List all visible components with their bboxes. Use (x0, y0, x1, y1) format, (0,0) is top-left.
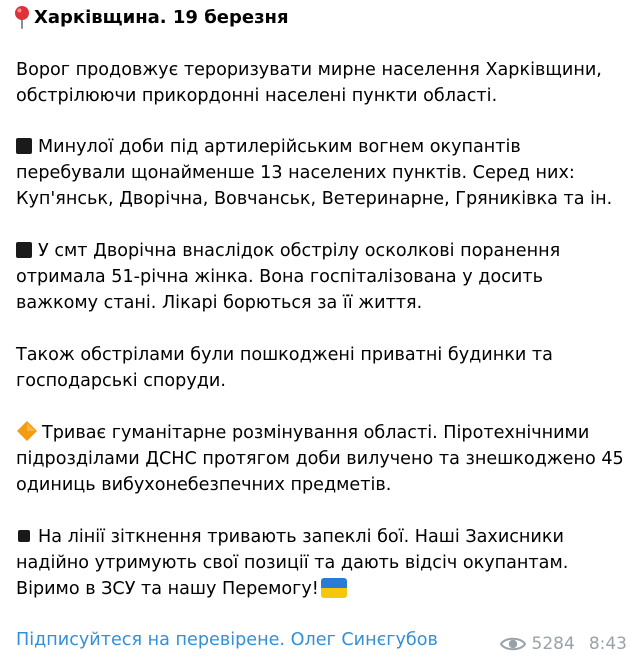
paragraph-line-text: Минулої доби під артилерійським вогнем окупантів (38, 137, 521, 157)
paragraph-line-text: Віримо в ЗСУ та нашу Перемогу! (16, 579, 319, 599)
paragraph-line: перебували щонайменше 13 населених пунктів. Серед них: (16, 163, 575, 183)
round-pushpin-icon (12, 5, 32, 29)
paragraph-line-text: У смт Дворічна внаслідок обстрілу осколкові поранення (38, 241, 561, 261)
paragraph-line: підрозділами ДСНС протягом доби вилучено та знешкоджено 45 (16, 449, 624, 469)
paragraph-injured (16, 238, 628, 316)
paragraph-frontline (16, 524, 628, 602)
paragraph-line-with-icon (16, 238, 628, 264)
paragraph-line: Також обстрілами були пошкоджені приватні будинки та (16, 345, 553, 365)
paragraph-line-with-icon (16, 524, 628, 550)
paragraph-line-with-icon (16, 134, 628, 160)
paragraph-line: важкому стані. Лікарі борються за її життя. (16, 293, 423, 313)
channel-signature-link[interactable]: Підписуйтеся на перевірене. Олег Синєгубов (16, 630, 438, 650)
black-square-icon (16, 242, 32, 258)
eye-icon (500, 635, 526, 653)
paragraph-line: обстрілюючи прикордонні населені пункти області. (16, 86, 498, 106)
ukraine-flag-icon (321, 578, 347, 598)
orange-diamond-icon (16, 420, 38, 442)
paragraph-line: господарські споруди. (16, 371, 226, 391)
paragraph-line: надійно утримують свої позиції та дають відсіч окупантам. (16, 553, 569, 573)
paragraph-line-text: На лінії зіткнення тривають запеклі бої. Наші Захисники (38, 527, 564, 547)
message-title-row (12, 4, 289, 30)
paragraph-shelling (16, 134, 628, 212)
paragraph-line-with-flag (16, 576, 628, 602)
paragraph-line: одиниць вибухонебезпечних предметів. (16, 475, 392, 495)
paragraph-line-with-icon (16, 420, 628, 446)
message-title: Харківщина. 19 березня (34, 6, 289, 28)
paragraph-demining (16, 420, 628, 498)
paragraph-line-text: Триває гуманітарне розмінування області. Піротехнічними (42, 423, 590, 443)
paragraph-line: отримала 51-річна жінка. Вона госпіталізована у досить (16, 267, 543, 287)
black-square-icon (16, 138, 32, 154)
paragraph-intro (16, 57, 628, 109)
message-meta (500, 632, 627, 656)
paragraph-line: Куп'янськ, Дворічна, Вовчанськ, Ветеринарне, Гряниківка та ін. (16, 189, 613, 209)
message-time: 8:43 (588, 634, 627, 654)
small-black-square-icon (18, 530, 30, 542)
paragraph-line: Ворог продовжує тероризувати мирне населення Харківщини, (16, 60, 602, 80)
view-count: 5284 (531, 634, 575, 654)
paragraph-damage (16, 342, 628, 394)
